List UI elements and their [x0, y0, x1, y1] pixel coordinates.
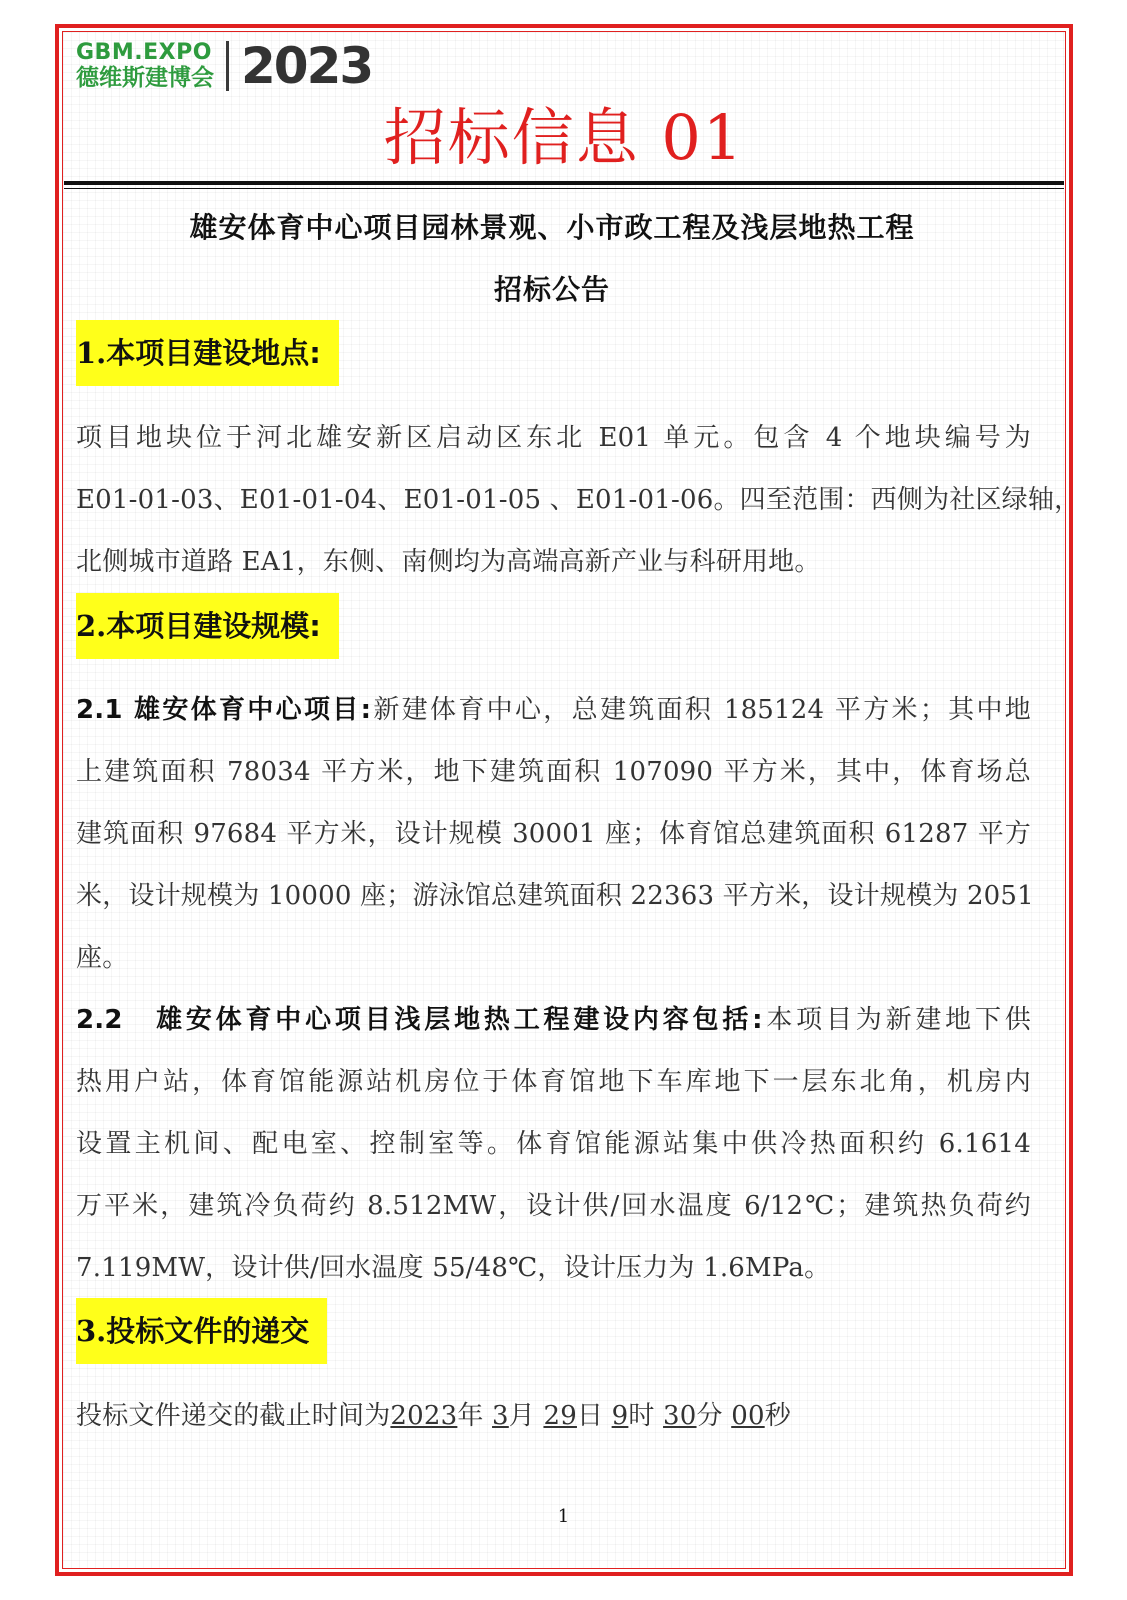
section-3-title: 投标文件的递交: [106, 1314, 310, 1348]
document-title-line2: 招标公告: [493, 273, 610, 306]
document-title-line1: 雄安体育中心项目园林景观、小市政工程及浅层地热工程: [189, 211, 915, 244]
section-3-heading: [76, 1298, 327, 1364]
section-2-title: 本项目建设规模:: [106, 609, 321, 643]
section-3-paragraph: [76, 1385, 1031, 1447]
header-title: 招标信息 01: [383, 101, 745, 174]
text-line: [76, 989, 1031, 1051]
unit: 月: [508, 1401, 535, 1431]
section-1-paragraph: [76, 407, 1081, 593]
deadline-day: 29: [543, 1401, 577, 1431]
deadline-prefix: 投标文件递交的截止时间为: [76, 1401, 391, 1431]
section-1-number: 1.: [76, 336, 107, 370]
text-line: [76, 679, 1031, 741]
deadline-month: 3: [492, 1401, 509, 1431]
section-3-number: 3.: [76, 1314, 107, 1348]
unit: 分: [696, 1401, 723, 1431]
logo-en-suffix: EXPO: [143, 40, 212, 65]
text-line: 项目地块位于河北雄安新区启动区东北 E01 单元。包含 4 个地块编号为: [76, 423, 1031, 453]
logo-year: 2023: [241, 37, 373, 95]
unit: 时: [628, 1401, 655, 1431]
header-rule-thick: [64, 181, 1064, 185]
section-2-heading: [76, 593, 339, 659]
logo-divider: [226, 41, 229, 91]
text-line: 设置主机间、配电室、控制室等。体育馆能源站集中供冷热面积约 6.1614: [76, 1129, 1031, 1159]
text-fragment: 本项目为新建地下供: [762, 1005, 1031, 1035]
deadline-minute: 30: [663, 1401, 697, 1431]
text-line: 米，设计规模为 10000 座；游泳馆总建筑面积 22363 平方米，设计规模为 2051: [76, 881, 1034, 911]
subsection-2-2-label: 2.2 雄安体育中心项目浅层地热工程建设内容包括:: [76, 1005, 763, 1035]
text-line: 北侧城市道路 EA1，东侧、南侧均为高端高新产业与科研用地。: [76, 547, 821, 577]
text-fragment: 新建体育中心，总建筑面积 185124 平方米；其中地: [371, 695, 1032, 725]
logo-chinese: 德维斯建博会: [76, 65, 214, 91]
unit: 日: [576, 1401, 604, 1431]
page-number: 1: [557, 1506, 570, 1527]
logo-text-block: [76, 41, 214, 91]
logo-en-prefix: GBM: [76, 40, 135, 65]
text-line: 万平米，建筑冷负荷约 8.512MW，设计供/回水温度 6/12℃；建筑热负荷约: [76, 1191, 1031, 1221]
text-line: 上建筑面积 78034 平方米，地下建筑面积 107090 平方米，其中，体育场总: [76, 757, 1031, 787]
text-line: E01-01-03、E01-01-04、E01-01-05 、E01-01-06。四至范围：西侧为社区绿轴，: [76, 485, 1081, 515]
deadline-second: 00: [731, 1401, 765, 1431]
text-line: 建筑面积 97684 平方米，设计规模 30001 座；体育馆总建筑面积 61287 平方: [76, 819, 1031, 849]
deadline-line: [76, 1385, 1031, 1447]
text-line: 热用户站，体育馆能源站机房位于体育馆地下车库地下一层东北角，机房内: [76, 1067, 1031, 1097]
section-2-2-paragraph: [76, 989, 1031, 1299]
section-2-1-paragraph: [76, 679, 1034, 989]
text-line: 座。: [76, 943, 129, 973]
section-2-number: 2.: [76, 609, 107, 643]
section-1-heading: [76, 320, 339, 386]
logo-english: GBM.EXPO: [76, 40, 212, 65]
unit: 秒: [764, 1401, 791, 1431]
subsection-2-1-label: 2.1 雄安体育中心项目:: [76, 695, 372, 725]
header-rule-thin: [64, 188, 1064, 189]
deadline-year: 2023: [390, 1401, 458, 1431]
gbm-expo-logo: [76, 38, 372, 94]
unit: 年: [457, 1401, 484, 1431]
text-line: 7.119MW，设计供/回水温度 55/48℃，设计压力为 1.6MPa。: [76, 1253, 831, 1283]
deadline-hour: 9: [611, 1401, 629, 1431]
section-1-title: 本项目建设地点:: [106, 336, 321, 370]
